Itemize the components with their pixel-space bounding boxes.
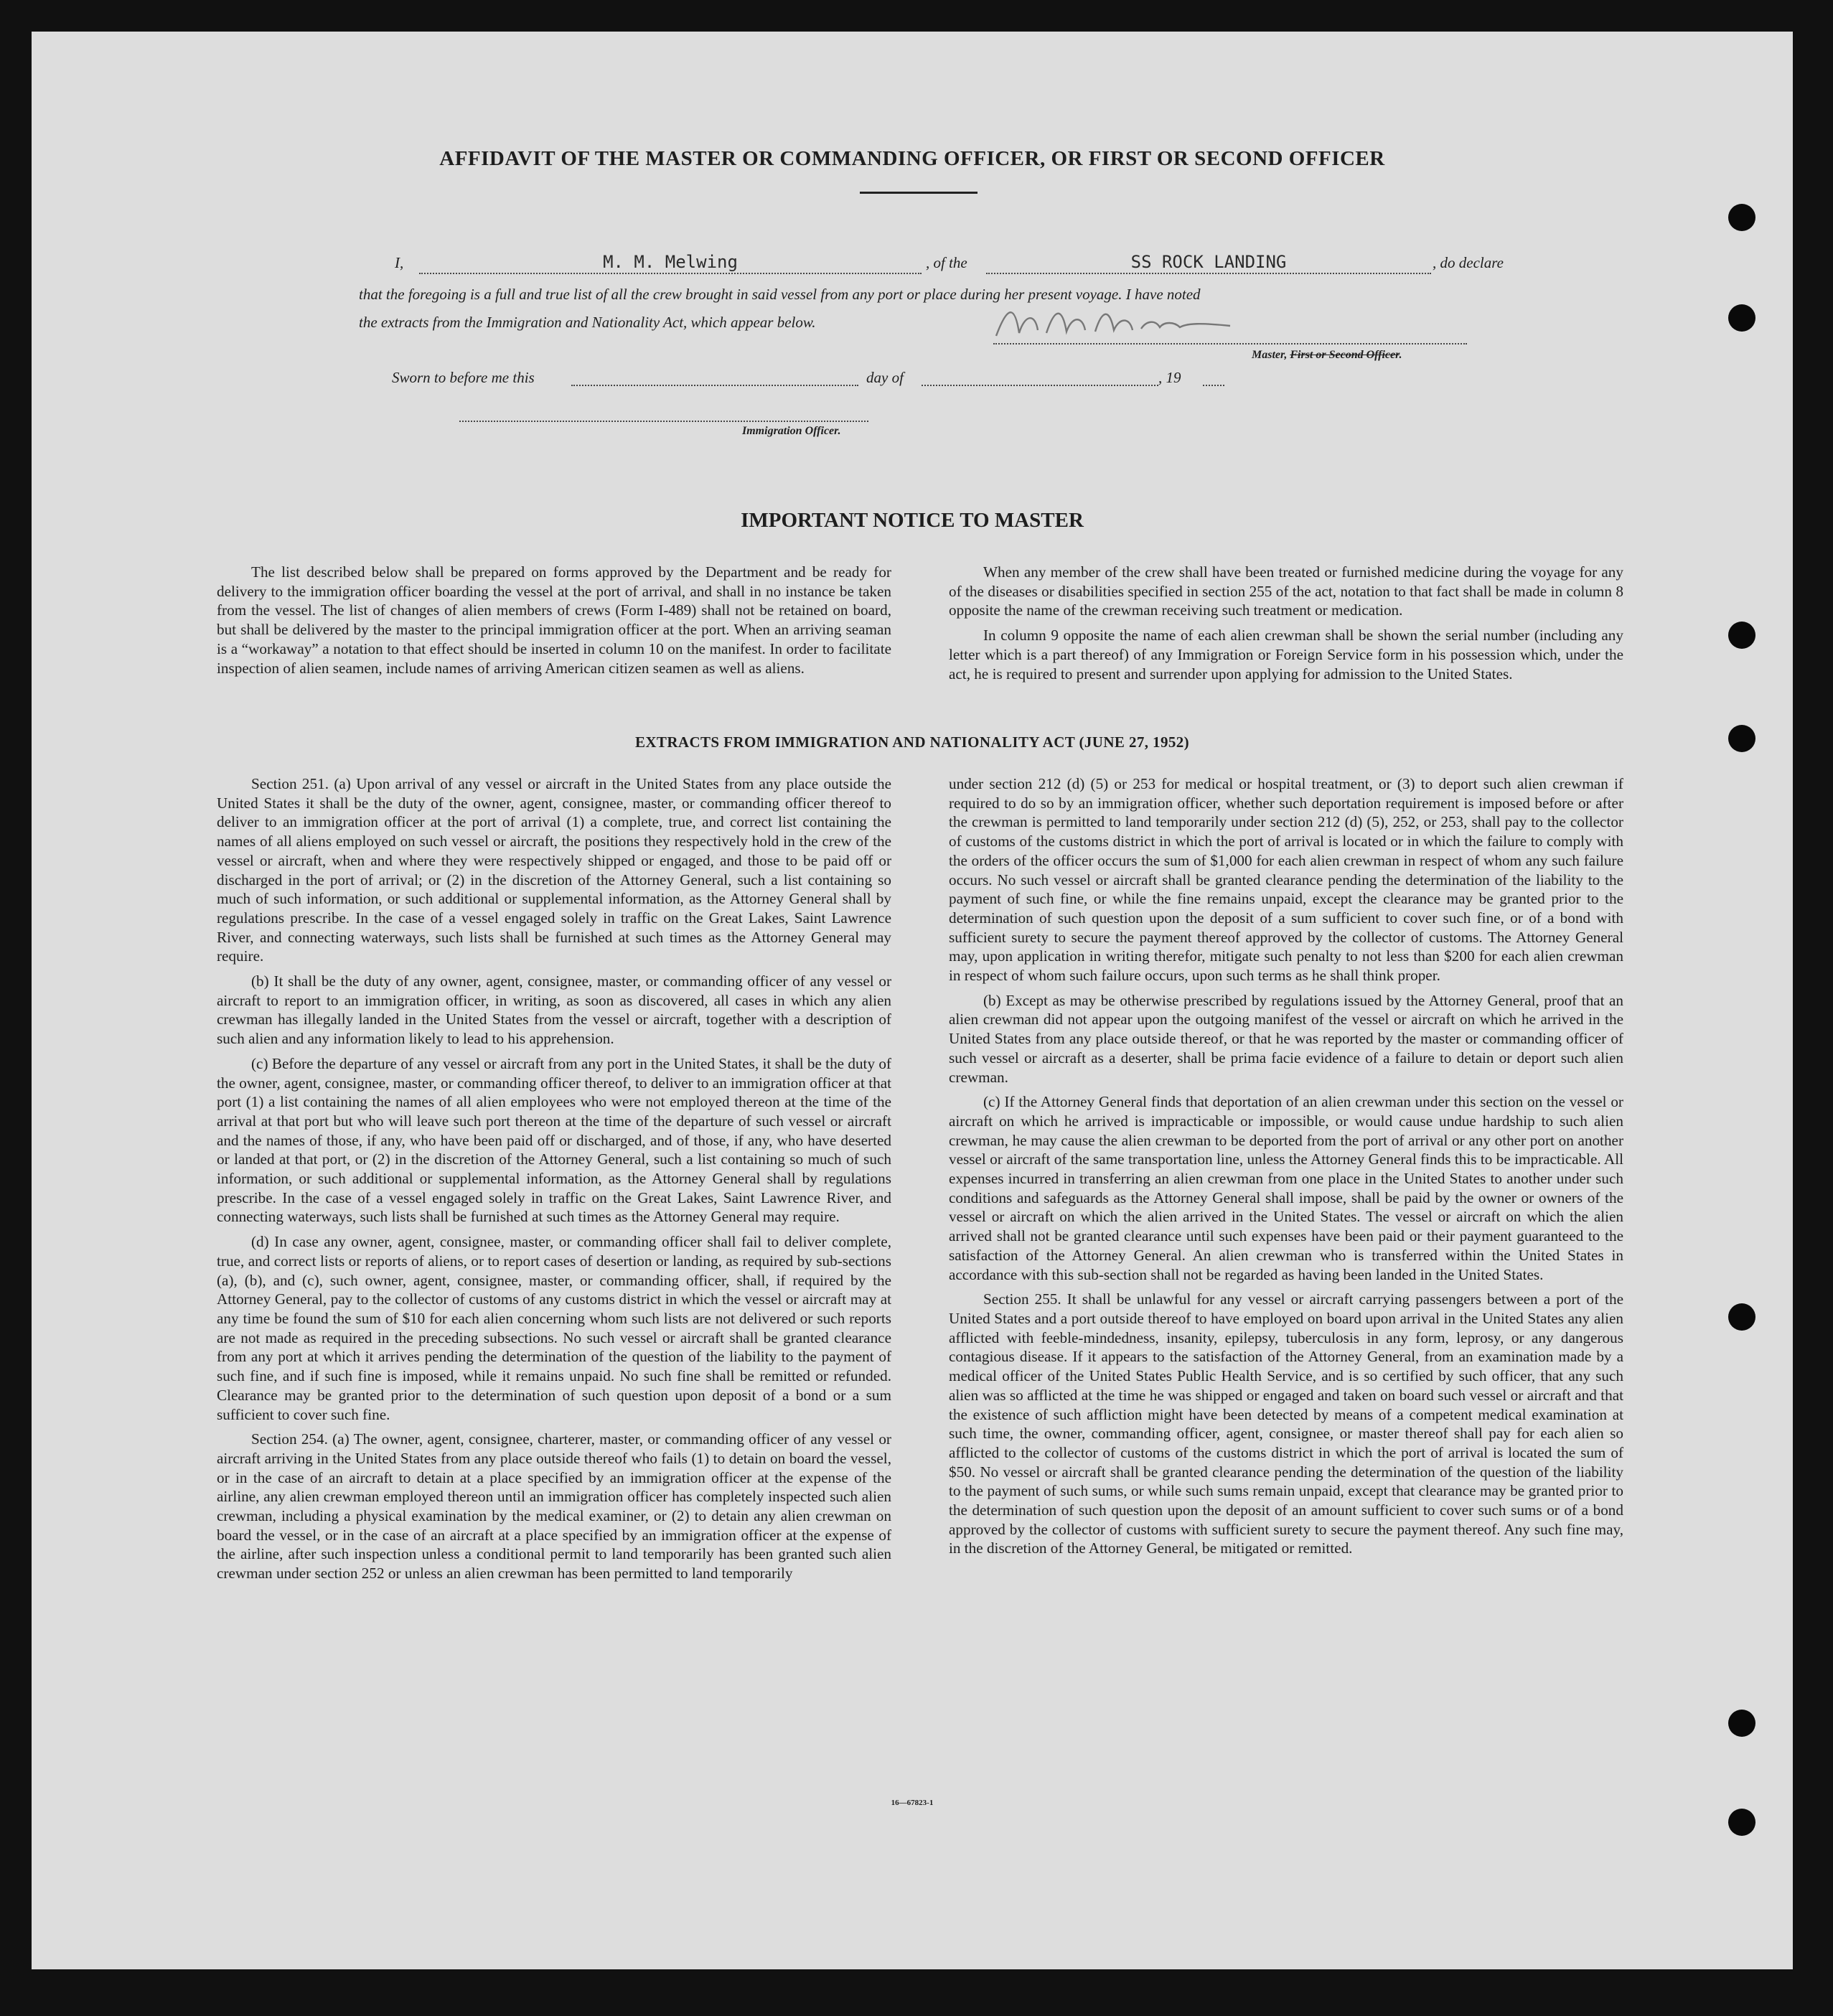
sworn-year-field[interactable] <box>1203 383 1224 386</box>
form-page <box>32 32 1793 1969</box>
section-255: Section 255. It shall be unlawful for any vessel or aircraft carrying passengers between a port of the United States and a port outside thereof to have employed on board upon arrival in the United States any alien afflicted with feeble-mindedness, insanity, epilepsy, tuberculosis in any form, leprosy, or any dangerous contagious disease. If it appears to the satisfaction of the Attorney General, from an examination made by a medical officer of the United States Public Health Service, and is so certified by such officer, that any such alien was so afflicted at the time he was shipped or engaged and taken on board such vessel or aircraft and that the existence of such affliction might have been detected by means of a competent medical examination at such time, the owner, commanding officer, agent, consignee, or master thereof shall pay for each alien so afflicted to the collector of customs of the customs district in which the port of arrival is located the sum of $50. No vessel or aircraft shall be granted clearance pending the determination of the question of the liability to the payment of such sums, or while such sums remain unpaid, except that clearance may be granted prior to the determination of such question upon the deposit of an amount sufficient to cover such sums or of a bond approved by the collector of customs with sufficient surety to secure the payment thereof. Any such fine may, in the discretion of the Attorney General, be mitigated or remitted. <box>949 1290 1623 1557</box>
binder-hole <box>1728 725 1755 752</box>
of-the-label: , of the <box>926 254 967 271</box>
binder-hole <box>1728 1303 1755 1331</box>
section-251b: (b) It shall be the duty of any owner, agent, consignee, master, or commanding officer of any vessel or aircraft to report to an immigration officer, in writing, as soon as discovered, all cases in which any alien crewman has illegally landed in the United States from the vessel or aircraft, together with a description of such alien and any information likely to lead to his apprehension. <box>217 972 891 1048</box>
form-code: 16—67823-1 <box>891 1799 934 1807</box>
year-label: , 19 <box>1158 369 1181 386</box>
section-254b: (b) Except as may be otherwise prescribed by regulations issued by the Attorney General, proof that an alien crewman did not appear upon the outgoing manifest of the vessel or aircraft on which he arrived in the United States from any place outside thereof, or that he was reported by the master or commanding officer of such vessel or aircraft as a deserter, shall be prima facie evidence of a failure to detain or deport such alien crewman. <box>949 991 1623 1086</box>
sworn-label: Sworn to before me this <box>392 369 535 386</box>
section-254a: Section 254. (a) The owner, agent, consignee, charterer, master, or commanding officer of any vessel or aircraft arriving in the United States from any place outside thereof who fails (1) to detain on board the vessel, or in the case of an aircraft to detain at a place specified by an immigration officer at the expense of the airline, any alien crewman employed thereon until an immigration officer has completely inspected such alien crewman, including a physical examination by the medical examiner, or (2) to detain any alien crewman on board the vessel, or in the case of an aircraft at a place specified by an immigration officer at the expense of the airline, after such inspection unless a conditional permit to land temporarily has been granted such alien crewman under section 252 or unless an alien crewman has been permitted to land temporarily <box>217 1430 891 1583</box>
binder-hole <box>1728 1710 1755 1737</box>
day-of-label: day of <box>866 369 904 386</box>
sworn-month-field[interactable] <box>922 383 1158 386</box>
binder-hole <box>1728 304 1755 332</box>
section-251a: Section 251. (a) Upon arrival of any vessel or aircraft in the United States from any place outside the United States it shall be the duty of the owner, agent, consignee, master, or commanding officer thereof to deliver to an immigration officer at the port of arrival (1) a complete, true, and correct list containing the names of all aliens employed on such vessel or aircraft, the positions they respectively hold in the crew of the vessel or aircraft, when and where they were respectively shipped or engaged, and those to be paid off or discharged in the port of arrival; or (2) in the discretion of the Attorney General, such a list containing so much of such information, or such additional or supplemental information, as the Attorney General shall by regulations prescribe. In the case of a vessel engaged solely in traffic on the Great Lakes, Saint Lawrence River, and connecting waterways, such lists shall be furnished at such times as the Attorney General may require. <box>217 775 891 965</box>
master-title-label: Master, First or Second Officer. <box>1252 349 1402 361</box>
binder-hole <box>1728 622 1755 649</box>
extracts-right-column <box>949 774 1623 1564</box>
i-label: I, <box>395 254 404 271</box>
binder-hole <box>1728 1809 1755 1836</box>
section-251d: (d) In case any owner, agent, consignee, master, or commanding officer shall fail to deliver complete, true, and correct lists or reports of aliens, or to report cases of desertion or landing, as required by sub-sections (a), (b), and (c), such owner, agent, consignee, master, or commanding officer, shall, if required by the Attorney General, pay to the collector of customs of any customs district in which the vessel or aircraft may at any time be found the sum of $10 for each alien concerning whom such lists are not delivered or such reports are not made as required in the preceding subsections. No such vessel or aircraft shall be granted clearance from any port at which it arrives pending the determination of the question of the liability to the payment of such fine, and if such fine is imposed, while it remains unpaid. No such fine shall be remitted or refunded. Clearance may be granted prior to the determination of such question upon deposit of a bond or a sum sufficient to cover such fine. <box>217 1233 891 1423</box>
master-name-field[interactable]: M. M. Melwing <box>419 251 922 274</box>
extracts-title: EXTRACTS FROM IMMIGRATION AND NATIONALITY ACT (JUNE 27, 1952) <box>634 733 1190 751</box>
affidavit-title: AFFIDAVIT OF THE MASTER OR COMMANDING OFFICER, OR FIRST OR SECOND OFFICER <box>439 147 1385 170</box>
signature-line <box>993 342 1467 344</box>
section-254c: (c) If the Attorney General finds that deportation of an alien crewman under this section on the vessel or aircraft on which he arrived is impracticable or impossible, or would cause undue hardship to such alien crewman, he may cause the alien crewman to be deported from the port of arrival or any other port on another vessel or aircraft of the same transportation line, unless the Attorney General finds this to be impracticable. All expenses incurred in transferring an alien crewman from one place in the United States to another under such conditions and safeguards as the Attorney General shall impose, shall be paid by the owner or owners of the vessel or aircraft on which the alien arrived in the United States. The vessel or aircraft on which the alien arrived shall not be granted clearance until such expenses have been paid or their payment guaranteed to the satisfaction of the Attorney General. An alien crewman who is transferred within the United States in accordance with this sub-section shall not be regarded as having been landed in the United States. <box>949 1093 1623 1283</box>
section-251c: (c) Before the departure of any vessel or aircraft from any port in the United States, it shall be the duty of the owner, agent, consignee, master, or commanding officer thereof, to deliver to an immigration officer at that port (1) a list containing the names of all alien employees who were not employed thereon at the time of the arrival at that port but who will leave such port thereon at the time of the departure of such vessel or aircraft and the names of those, if any, who have been paid off or discharged, and of those, if any, who have deserted or landed at that port, or (2) in the discretion of the Attorney General, such a list containing so much of such information, or such additional or supplemental information, as the Attorney General shall by regulations prescribe. In the case of a vessel engaged solely in traffic on the Great Lakes, Saint Lawrence River, and connecting waterways, such lists shall be furnished at such times as the Attorney General may require. <box>217 1054 891 1226</box>
affidavit-text-line-2: that the foregoing is a full and true list of all the crew brought in said vessel from any port or place during her present voyage. I have noted <box>359 286 1201 303</box>
notice-left-paragraph: The list described below shall be prepared on forms approved by the Department and be ready for delivery to the immigration officer boarding the vessel at the port of arrival, and shall in no instance be taken from the vessel. The list of changes of alien members of crews (Form I-489) shall not be retained on board, but shall be delivered by the master to the principal immigration officer at the port. When an arriving seaman is a “workaway” a notation to that effect should be inserted in column 10 on the manifest. In order to facilitate inspection of alien seamen, include names of arriving American citizen seamen as well as aliens. <box>217 563 891 677</box>
notice-left-column <box>217 563 891 683</box>
notice-right-paragraph-2: In column 9 opposite the name of each alien crewman shall be shown the serial number (including any letter which is a part thereof) of any Immigration or Foreign Service form in his possession which, under the act, he is required to present and surrender upon applying for admission to the United States. <box>949 627 1623 683</box>
binder-hole <box>1728 204 1755 231</box>
affidavit-text-line-3: the extracts from the Immigration and Nationality Act, which appear below. <box>359 314 816 331</box>
immigration-officer-signature-line[interactable] <box>459 419 868 422</box>
title-divider <box>860 192 978 194</box>
section-254a-continued: under section 212 (d) (5) or 253 for medical or hospital treatment, or (3) to deport such alien crewman if required to do so by an immigration officer, whether such deportation requirement is imposed before or after the crewman is permitted to land temporarily under section 212 (d) (5), 252, or 253, shall pay to the collector of customs of the customs district in which the port of arrival is located or in which the failure to comply with the orders of the officer occurs the sum of $1,000 for each alien crewman in respect of whom any such failure occurs. No such vessel or aircraft shall be granted clearance pending the determination of the liability to the payment of such fine, or while the fine remains unpaid, except the clearance may be granted prior to the determination of such question upon the deposit of a sum sufficient to cover such fine, or of a bond with sufficient surety to secure the payment thereof approved by the collector of customs. The Attorney General may, upon application in writing therefor, mitigate such penalty to not less than $200 for each alien crewman in respect of whom such failure occurs, upon such terms as he shall think proper. <box>949 775 1623 985</box>
vessel-name-field[interactable]: SS ROCK LANDING <box>986 251 1431 274</box>
sworn-date-field[interactable] <box>571 383 858 386</box>
do-declare-label: , do declare <box>1433 254 1504 271</box>
master-signature <box>993 301 1237 344</box>
notice-right-column <box>949 563 1623 689</box>
notice-right-paragraph-1: When any member of the crew shall have been treated or furnished medicine during the voyage for any of the diseases or disabilities specified in section 255 of the act, notation to that fact shall be made in column 8 opposite the name of the crewman receiving such treatment or medication. <box>949 563 1623 619</box>
immigration-officer-label: Immigration Officer. <box>742 425 841 437</box>
notice-title: IMPORTANT NOTICE TO MASTER <box>741 509 1084 532</box>
extracts-left-column <box>217 774 891 1589</box>
